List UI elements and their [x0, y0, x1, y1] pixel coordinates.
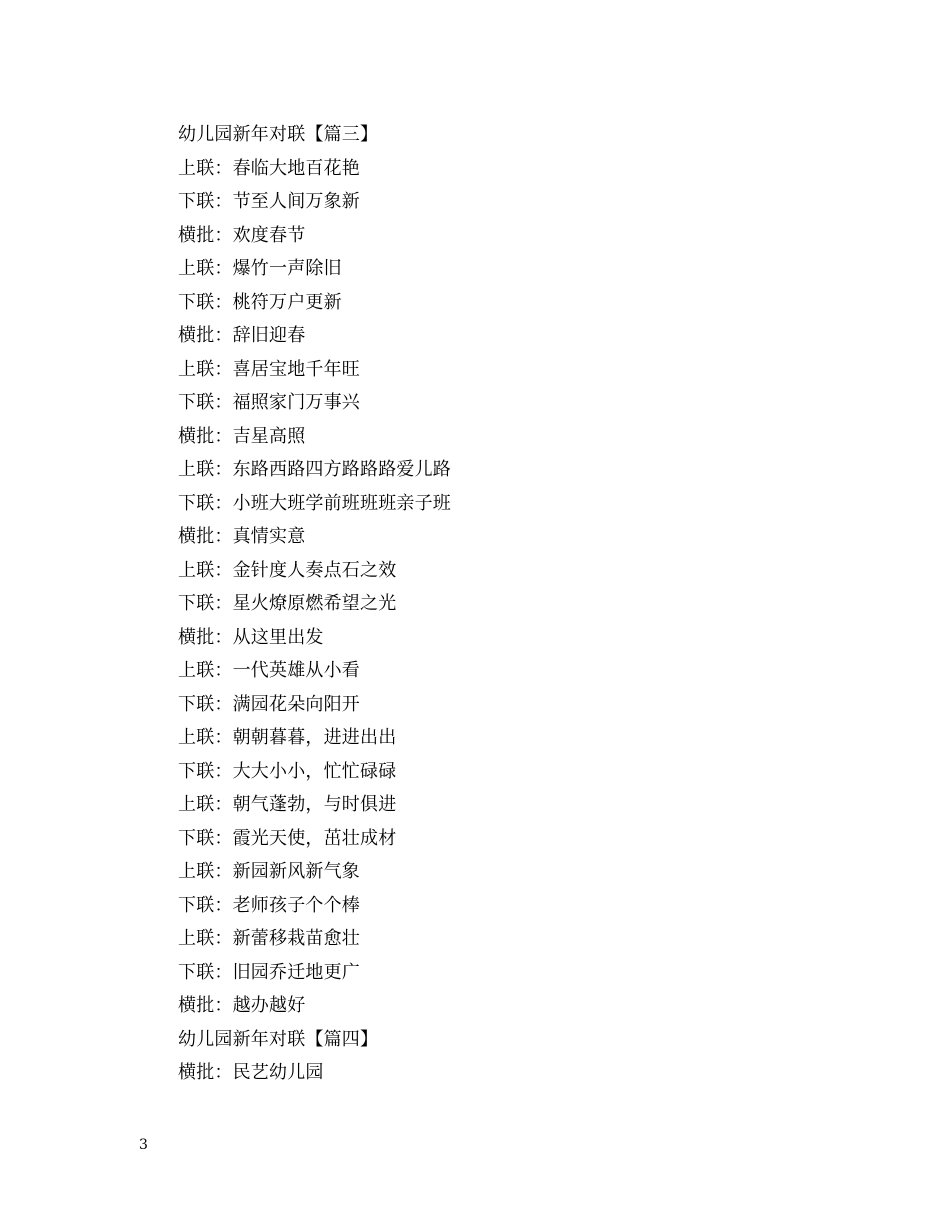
text-line: 横批：吉星高照: [178, 425, 306, 447]
text-line: 横批：越办越好: [178, 995, 306, 1016]
text-line: 上联：喜居宝地千年旺: [178, 358, 360, 380]
text-line: 上联：新蕾移栽苗愈壮: [178, 928, 360, 949]
text-line: 下联：大大小小，忙忙碌碌: [178, 760, 397, 782]
text-line: 下联：霞光天使，茁壮成材: [178, 827, 397, 849]
text-line: 横批：辞旧迎春: [178, 325, 306, 346]
text-line: 横批：欢度春节: [178, 224, 306, 246]
text-line: 上联：爆竹一声除旧: [178, 258, 342, 279]
text-line: 上联：朝朝暮暮，进进出出: [178, 727, 397, 748]
page-number: 3: [139, 1137, 148, 1153]
text-line: 下联：节至人间万象新: [178, 191, 360, 212]
heading-section-three: 幼儿园新年对联【篇三】: [178, 124, 379, 145]
text-line: 上联：金针度人奏点石之效: [178, 559, 397, 581]
text-line: 下联：星火燎原燃希望之光: [178, 593, 397, 614]
text-line: 横批：从这里出发: [178, 626, 324, 648]
text-line: 下联：旧园乔迁地更广: [178, 961, 360, 983]
text-line: 横批：真情实意: [178, 526, 306, 547]
text-line: 上联：一代英雄从小看: [178, 660, 360, 681]
text-line: 下联：老师孩子个个棒: [178, 894, 360, 916]
text-line: 下联：小班大班学前班班班亲子班: [178, 492, 451, 514]
heading-section-four: 幼儿园新年对联【篇四】: [178, 1028, 379, 1050]
text-line: 下联：桃符万户更新: [178, 291, 342, 313]
document-body: [178, 118, 818, 1090]
text-line: 上联：东路西路四方路路路爱儿路: [178, 459, 451, 480]
text-line: 上联：新园新风新气象: [178, 861, 360, 882]
text-line: 下联：满园花朵向阳开: [178, 693, 360, 715]
text-line: 下联：福照家门万事兴: [178, 392, 360, 413]
text-line: 横批：民艺幼儿园: [178, 1062, 324, 1083]
text-line: 上联：朝气蓬勃，与时俱进: [178, 794, 397, 815]
text-line: 上联：春临大地百花艳: [178, 157, 360, 179]
